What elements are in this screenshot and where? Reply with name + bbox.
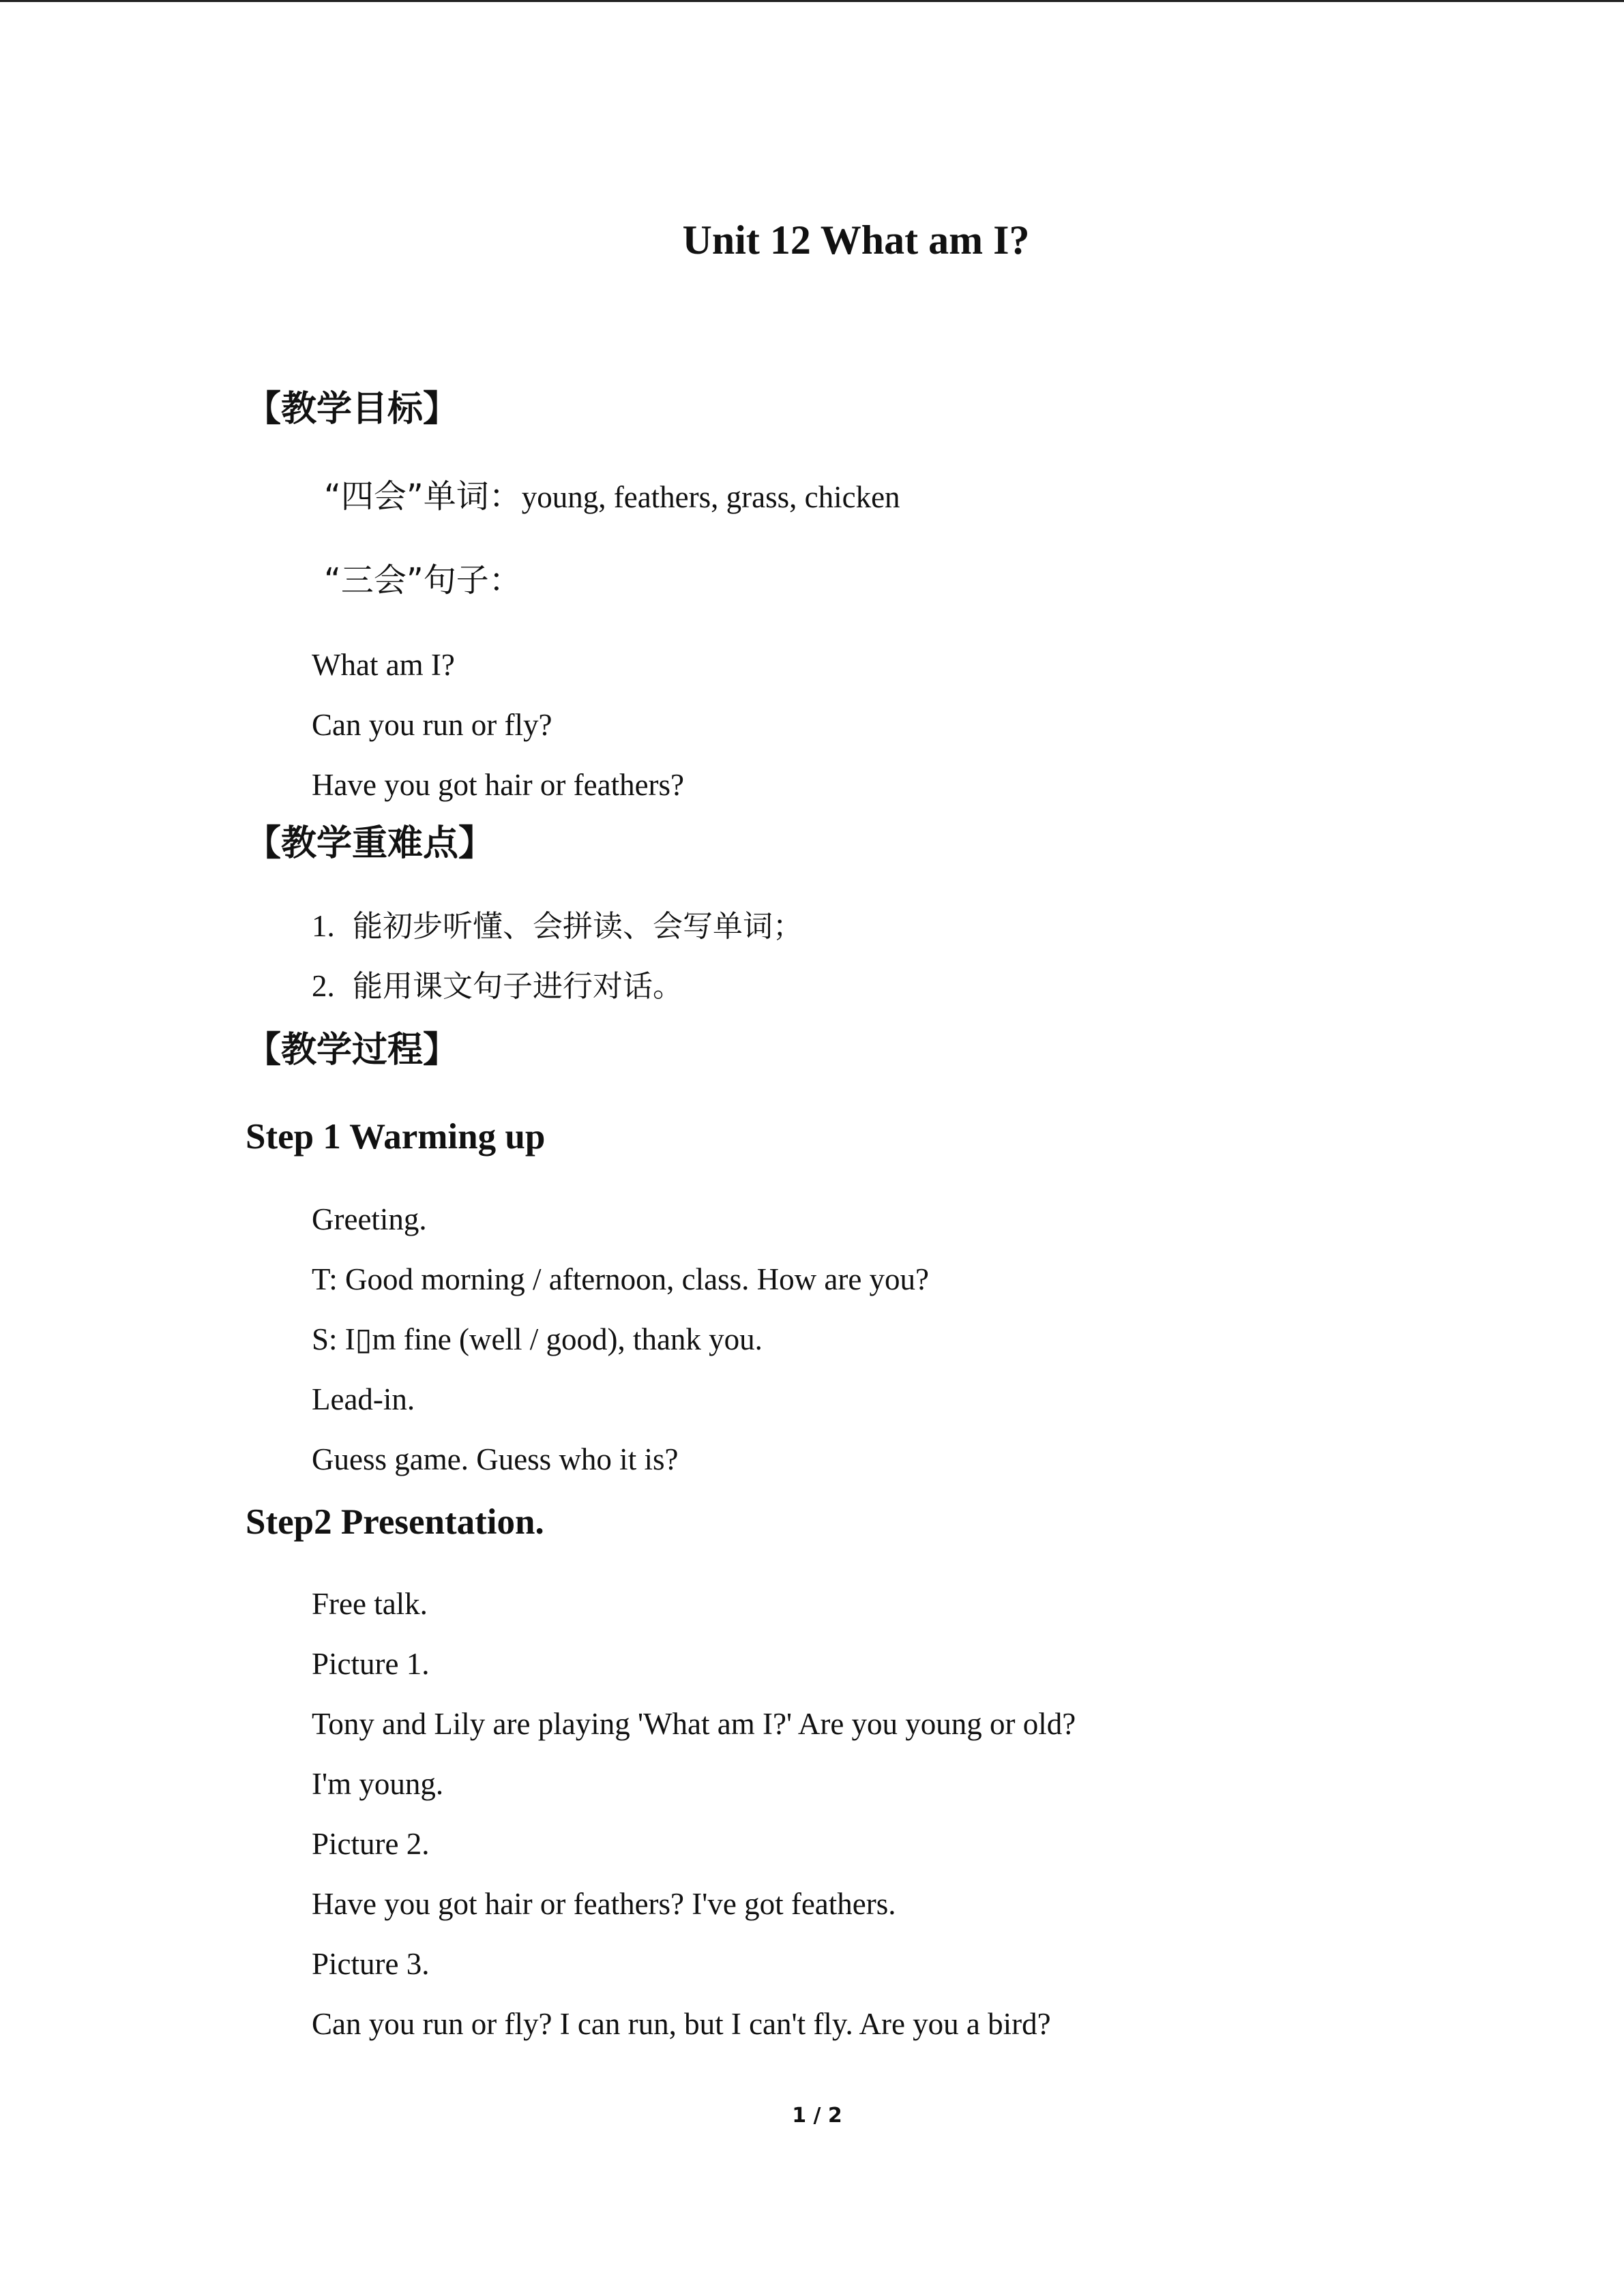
key-point-number: 1.: [312, 909, 335, 943]
step1-heading: Step 1 Warming up: [246, 1117, 546, 1157]
objectives-heading: 【教学目标】: [246, 389, 459, 430]
four-skill-words: [324, 474, 900, 520]
step1-line: Lead-in.: [312, 1382, 415, 1416]
four-skill-words-list: young, feathers, grass, chicken: [521, 480, 900, 514]
step1-line: Greeting.: [312, 1202, 427, 1236]
step2-line: Have you got hair or feathers? I've got feathers.: [312, 1887, 896, 1921]
step2-heading: Step2 Presentation.: [246, 1502, 544, 1542]
key-point-number: 2.: [312, 969, 335, 1003]
key-point-item: [312, 966, 683, 1007]
step1-line: Guess game. Guess who it is?: [312, 1442, 679, 1476]
step1-line: S: I▯m fine (well / good), thank you.: [312, 1322, 763, 1356]
step2-line: Picture 3.: [312, 1947, 430, 1981]
key-points-heading: 【教学重难点】: [246, 823, 494, 864]
step2-line: Picture 2.: [312, 1827, 430, 1861]
step2-line: Tony and Lily are playing 'What am I?' Are you young or old?: [312, 1707, 1076, 1741]
objective-sentence: Have you got hair or feathers?: [312, 768, 685, 802]
page-number: 1 / 2: [792, 2104, 842, 2128]
step1-line: T: Good morning / afternoon, class. How are you?: [312, 1262, 930, 1296]
step2-line: I'm young.: [312, 1767, 444, 1801]
top-border: [0, 0, 1624, 2]
key-point-text: 能用课文句子进行对话。: [353, 969, 683, 1004]
step2-line: Can you run or fly? I can run, but I can't fly. Are you a bird?: [312, 2007, 1051, 2041]
step2-line: Picture 1.: [312, 1647, 430, 1681]
key-point-text: 能初步听懂、会拼读、会写单词；: [353, 909, 803, 944]
document-title: Unit 12 What am I?: [682, 218, 1030, 263]
three-skill-sentences-label: “三会”句子：: [324, 561, 522, 599]
objective-sentence: Can you run or fly?: [312, 708, 552, 742]
key-point-item: [312, 906, 803, 947]
objective-sentence: What am I?: [312, 648, 455, 682]
four-skill-words-label: “四会”单词：: [324, 477, 522, 516]
step2-line: Free talk.: [312, 1587, 428, 1621]
process-heading: 【教学过程】: [246, 1030, 459, 1071]
